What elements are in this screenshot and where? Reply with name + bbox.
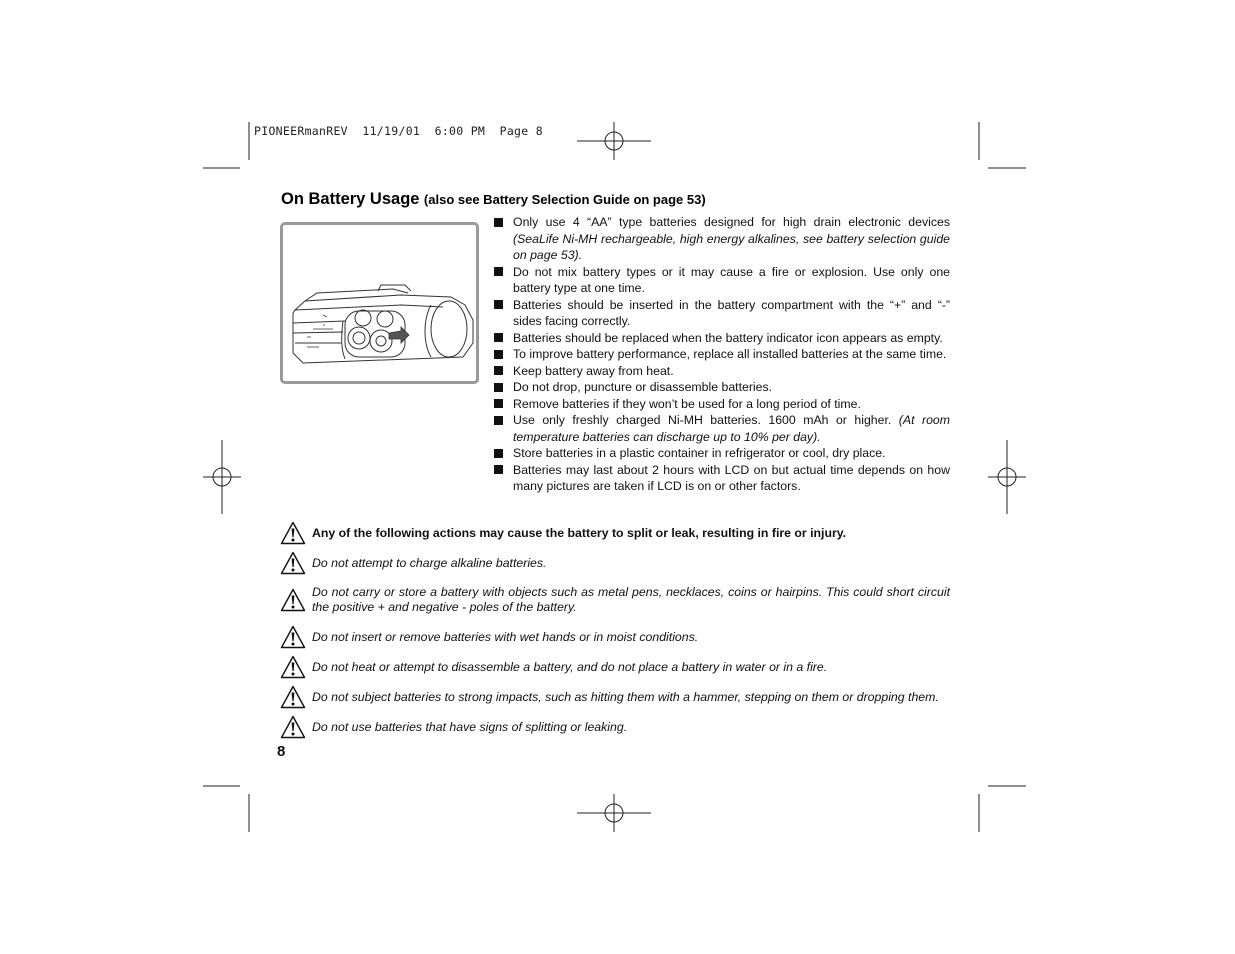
registration-crosshair-icon [577, 794, 651, 832]
square-bullet-icon [494, 300, 503, 309]
warning-row [280, 685, 950, 709]
square-bullet-icon [494, 333, 503, 342]
square-bullet-icon [494, 383, 503, 392]
list-item [492, 412, 950, 445]
square-bullet-icon [494, 366, 503, 375]
section-heading [281, 190, 706, 209]
bullet-text: Store batteries in a plastic container in refrigerator or cool, dry place. [513, 446, 886, 460]
print-slug: PIONEERmanREV 11/19/01 6:00 PM Page 8 [254, 124, 543, 138]
list-item [492, 462, 950, 495]
warning-triangle-icon [280, 655, 306, 679]
square-bullet-icon [494, 350, 503, 359]
page-number: 8 [277, 743, 286, 760]
registration-crosshair-icon [203, 440, 241, 514]
list-item [492, 363, 950, 380]
warning-row [280, 585, 950, 615]
registration-crosshair-icon [988, 440, 1026, 514]
warning-triangle-icon [280, 521, 306, 545]
registration-crosshair-icon [577, 122, 651, 160]
list-item [492, 297, 950, 330]
warning-text: Do not subject batteries to strong impacts, such as hitting them with a hammer, stepping on them or dropping them. [312, 689, 939, 704]
bullet-text: Batteries should be replaced when the battery indicator icon appears as empty. [513, 330, 943, 345]
list-item [492, 379, 950, 396]
heading-subtitle: (also see Battery Selection Guide on page 53) [423, 192, 706, 207]
bullet-text: Do not drop, puncture or disassemble batteries. [513, 380, 773, 394]
warning-triangle-icon [280, 551, 306, 575]
warning-text: Do not use batteries that have signs of splitting or leaking. [312, 719, 628, 734]
battery-compartment-illustration [280, 222, 479, 384]
list-item [492, 264, 950, 297]
warning-triangle-icon [280, 625, 306, 649]
bullet-text: Keep battery away from heat. [513, 363, 674, 378]
warning-triangle-icon [280, 588, 306, 612]
list-item [492, 346, 950, 363]
bullet-text: Only use 4 “AA” type batteries designed for high drain electronic devices [513, 215, 950, 229]
warning-triangle-icon [280, 685, 306, 709]
warning-text: Any of the following actions may cause the battery to split or leak, resulting in fire or injury. [312, 525, 847, 540]
bullet-note: (At room temperature batteries can discharge up to 10% per day). [513, 413, 950, 444]
camera-drawing [283, 225, 476, 381]
bullet-note: (SeaLife Ni-MH rechargeable, high energy alkalines, see battery selection guide on page 53). [513, 231, 950, 262]
warning-text: Do not carry or store a battery with objects such as metal pens, necklaces, coins or hairpins. This could short circuit the positive + and negative - poles of the battery. [312, 585, 950, 614]
bullet-text: Batteries should be inserted in the battery compartment with the “+” and “-” sides facing correctly. [513, 297, 950, 328]
list-item [492, 445, 950, 462]
heading-title: On Battery Usage [281, 190, 420, 208]
warning-triangle-icon [280, 715, 306, 739]
warning-row [280, 551, 950, 575]
bullet-text: Use only freshly charged Ni-MH batteries. 1600 mAh or higher. [513, 413, 899, 427]
warning-row [280, 625, 950, 649]
warning-row [280, 521, 950, 545]
list-item [492, 214, 950, 264]
square-bullet-icon [494, 267, 503, 276]
bullet-text: Remove batteries if they won’t be used for a long period of time. [513, 396, 861, 411]
bullet-text: Batteries may last about 2 hours with LCD on but actual time depends on how many pictures are taken if LCD is on or other factors. [513, 462, 950, 493]
square-bullet-icon [494, 449, 503, 458]
square-bullet-icon [494, 399, 503, 408]
bullet-text: To improve battery performance, replace all installed batteries at the same time. [513, 347, 947, 361]
warning-text: Do not insert or remove batteries with wet hands or in moist conditions. [312, 629, 699, 644]
warning-text: Do not attempt to charge alkaline batteries. [312, 555, 547, 570]
battery-tips-list [492, 214, 950, 495]
warning-row [280, 655, 950, 679]
square-bullet-icon [494, 218, 503, 227]
list-item [492, 396, 950, 413]
square-bullet-icon [494, 465, 503, 474]
square-bullet-icon [494, 416, 503, 425]
warning-text: Do not heat or attempt to disassemble a battery, and do not place a battery in water or in a fire. [312, 659, 828, 674]
list-item [492, 330, 950, 347]
warning-row [280, 715, 950, 739]
bullet-text: Do not mix battery types or it may cause a fire or explosion. Use only one battery type at one time. [513, 264, 950, 295]
